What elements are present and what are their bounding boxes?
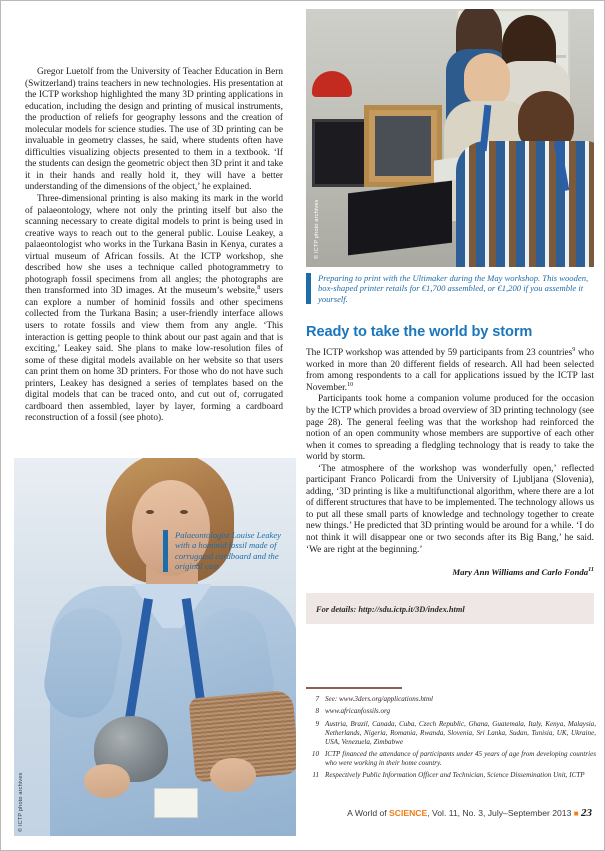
footnote-ref-9: 9 (572, 346, 576, 354)
paragraph-palaeontology-part2: users can explore a number of hominid fossils and other specimens collected from the Turkana Basin; a user-friendly interface allows users to rotate fossils and view them from any angle. ‘This interaction is getting people to think about our past again and that is exciting,’ Leakey said. She plans to make low-resolution files of some of these digital models available on her website so that users can print them on home 3D printers. For those who do not have such printers, Leakey has designed a series of templates based on the digital models that can be traced onto, and cut out of, corrugated cardboard then assembled, layer by layer, forming a cardboard reconstruction of a fossil (see photo). (25, 286, 284, 424)
page-footer (1, 807, 592, 819)
left-column-body (25, 67, 283, 425)
louise-leakey-photo (14, 458, 296, 836)
details-box (306, 593, 594, 624)
ultimaker-3d-printer (364, 105, 442, 187)
paragraph-participants-part2: who worked in more than 20 different fields of research. All had been selected from among respondents to a call for applications issued by the ICTP last November. (306, 348, 595, 393)
right-column (306, 273, 594, 624)
footnote-number: 11 (312, 771, 319, 780)
paragraph-palaeontology (25, 194, 283, 425)
byline (306, 567, 594, 577)
footnote-ref-10: 10 (347, 380, 354, 388)
laptop (348, 181, 452, 256)
footnote-separator-rule (306, 687, 402, 689)
eye-left (146, 510, 154, 514)
left-column (25, 67, 283, 425)
footnote-item (306, 695, 596, 704)
person-head (464, 53, 510, 105)
details-url[interactable]: http://sdu.ictp.it/3D/index.html (358, 605, 465, 615)
footnote-item (306, 750, 596, 768)
paragraph-participants (306, 348, 594, 394)
caption-accent-bar (163, 530, 168, 572)
footnote-number: 8 (315, 707, 319, 716)
footnote-item (306, 707, 596, 716)
footer-prefix: A World of (347, 808, 390, 818)
footnote-text: ICTP financed the attendance of participants under 45 years of age from developing countries who were working in their home country. (325, 750, 596, 768)
footnote-text: www.africanfossils.org (325, 707, 391, 716)
footnote-number: 10 (311, 750, 319, 759)
portrait-photo-credit: © ICTP photo archives (18, 772, 24, 832)
footnote-number: 7 (315, 695, 319, 703)
workshop-photo (306, 9, 594, 267)
footnote-number: 9 (315, 719, 319, 728)
caption-accent-bar (306, 273, 311, 304)
right-column-body (306, 348, 594, 556)
footnote-text: Austria, Brazil, Canada, Cuba, Czech Republic, Ghana, Guatemala, Italy, Kenya, Malaysia, Netherlands, Nigeria, Romania, Rwanda, Slovenia, Sri Lanka, Sudan, Tunisia, UK, Ukraine, USA, Venezuela, Zimbabwe (325, 719, 596, 746)
paragraph-quote-policardi: ‘The atmosphere of the workshop was wonderfully open,’ reflected participant Franco Policardi from the University of Ljubljana (Slovenia), adding, ‘3D printing is like a multifunctional algorithm, where there are a lot of different structures that have to be implemented. The technology allows us to put all these small parts of knowledge and technology together to create new things.’ He predicted that 3D printing would be around for a while. ‘I do not think it will disappear one or two seconds after its Big Bang,’ he said. ‘We are right at the beginning.’ (306, 463, 594, 555)
footnotes-list (306, 695, 596, 784)
workshop-photo-credit: © ICTP photo archives (314, 199, 320, 259)
portrait-caption-text: Palaeontologist Louise Leakey with a hominid fossil made of corrugated cardboard and the original cast (175, 530, 281, 572)
section-heading: Ready to take the world by storm (306, 324, 533, 341)
page-number: 23 (581, 807, 592, 819)
hand-left (84, 764, 130, 798)
printer-interior (375, 116, 431, 176)
footnote-ref-8: 8 (257, 284, 261, 292)
details-label: For details: (316, 605, 359, 615)
footer-square-marker: ■ (573, 809, 579, 818)
workshop-caption (306, 273, 594, 304)
footnote-item (306, 720, 596, 747)
footnote-text: See: www.3ders.org/applications.html (325, 695, 433, 703)
person-body-patterned-shirt (456, 141, 594, 267)
paragraph-companion-volume: Participants took home a companion volume produced for the occasion by the ICTP which provides a broad overview of 3D printing technology (see page 28). The general feeling was that the workshop had reinforced the notion of an open community whose members are supportive of each other when it comes to spreading a fledgling technology that is ready to take the world by storm. (306, 394, 594, 463)
eye-right (180, 510, 188, 514)
hand-right (210, 758, 256, 792)
paragraph-palaeontology-part1: Three-dimensional printing is also making its mark in the world of palaeontology, where not only the printing itself but also the scanning necessary to create digital models to print is being used in creative ways to reach out to the general public. Louise Leakey, a palaeontologist who works in the Turkana Basin in Kenya, curates a virtual museum of African fossils. At the ICTP workshop, she described how she uses a technique called photogrammetry to photograph fossil specimens from all angles; the photographs are then transformed into 3D images. At the museum’s website, (25, 194, 283, 297)
footnote-ref-11: 11 (588, 566, 594, 574)
portrait-caption (163, 530, 285, 572)
byline-names: Mary Ann Williams and Carlo Fonda (452, 567, 589, 578)
footnote-text: Respectively Public Information Officer and Technician, Science Dissemination Unit, ICTP (325, 771, 585, 780)
footer-issue: , Vol. 11, No. 3, July–September 2013 (427, 808, 572, 818)
footer-brand: SCIENCE (389, 808, 428, 818)
footnote-item (306, 771, 596, 780)
workshop-caption-text: Preparing to print with the Ultimaker during the May workshop. This wooden, box-shaped printer retails for €1,700 assembled, or €1,200 if you assemble it yourself. (318, 273, 589, 304)
paragraph-education: Gregor Luetolf from the University of Teacher Education in Bern (Switzerland) trains teachers in new technologies. His presentation at the ICTP workshop highlighted the many 3D printing applications in education, including the design and printing of musical instruments, the production of reliefs for geography lessons and the creation of molecular models for science studies. The use of 3D printing can be invaluable in geometry classes, he said, where students often have difficulties visualizing objects presented to them in a textbook. ‘If the students can design the geometric object then 3D print it and take it in their hands and really hold it, they will have a better understanding of the dimensions of the object,’ he explained. (25, 67, 283, 193)
paragraph-participants-part1: The ICTP workshop was attended by 59 participants from 23 countries (306, 348, 573, 359)
